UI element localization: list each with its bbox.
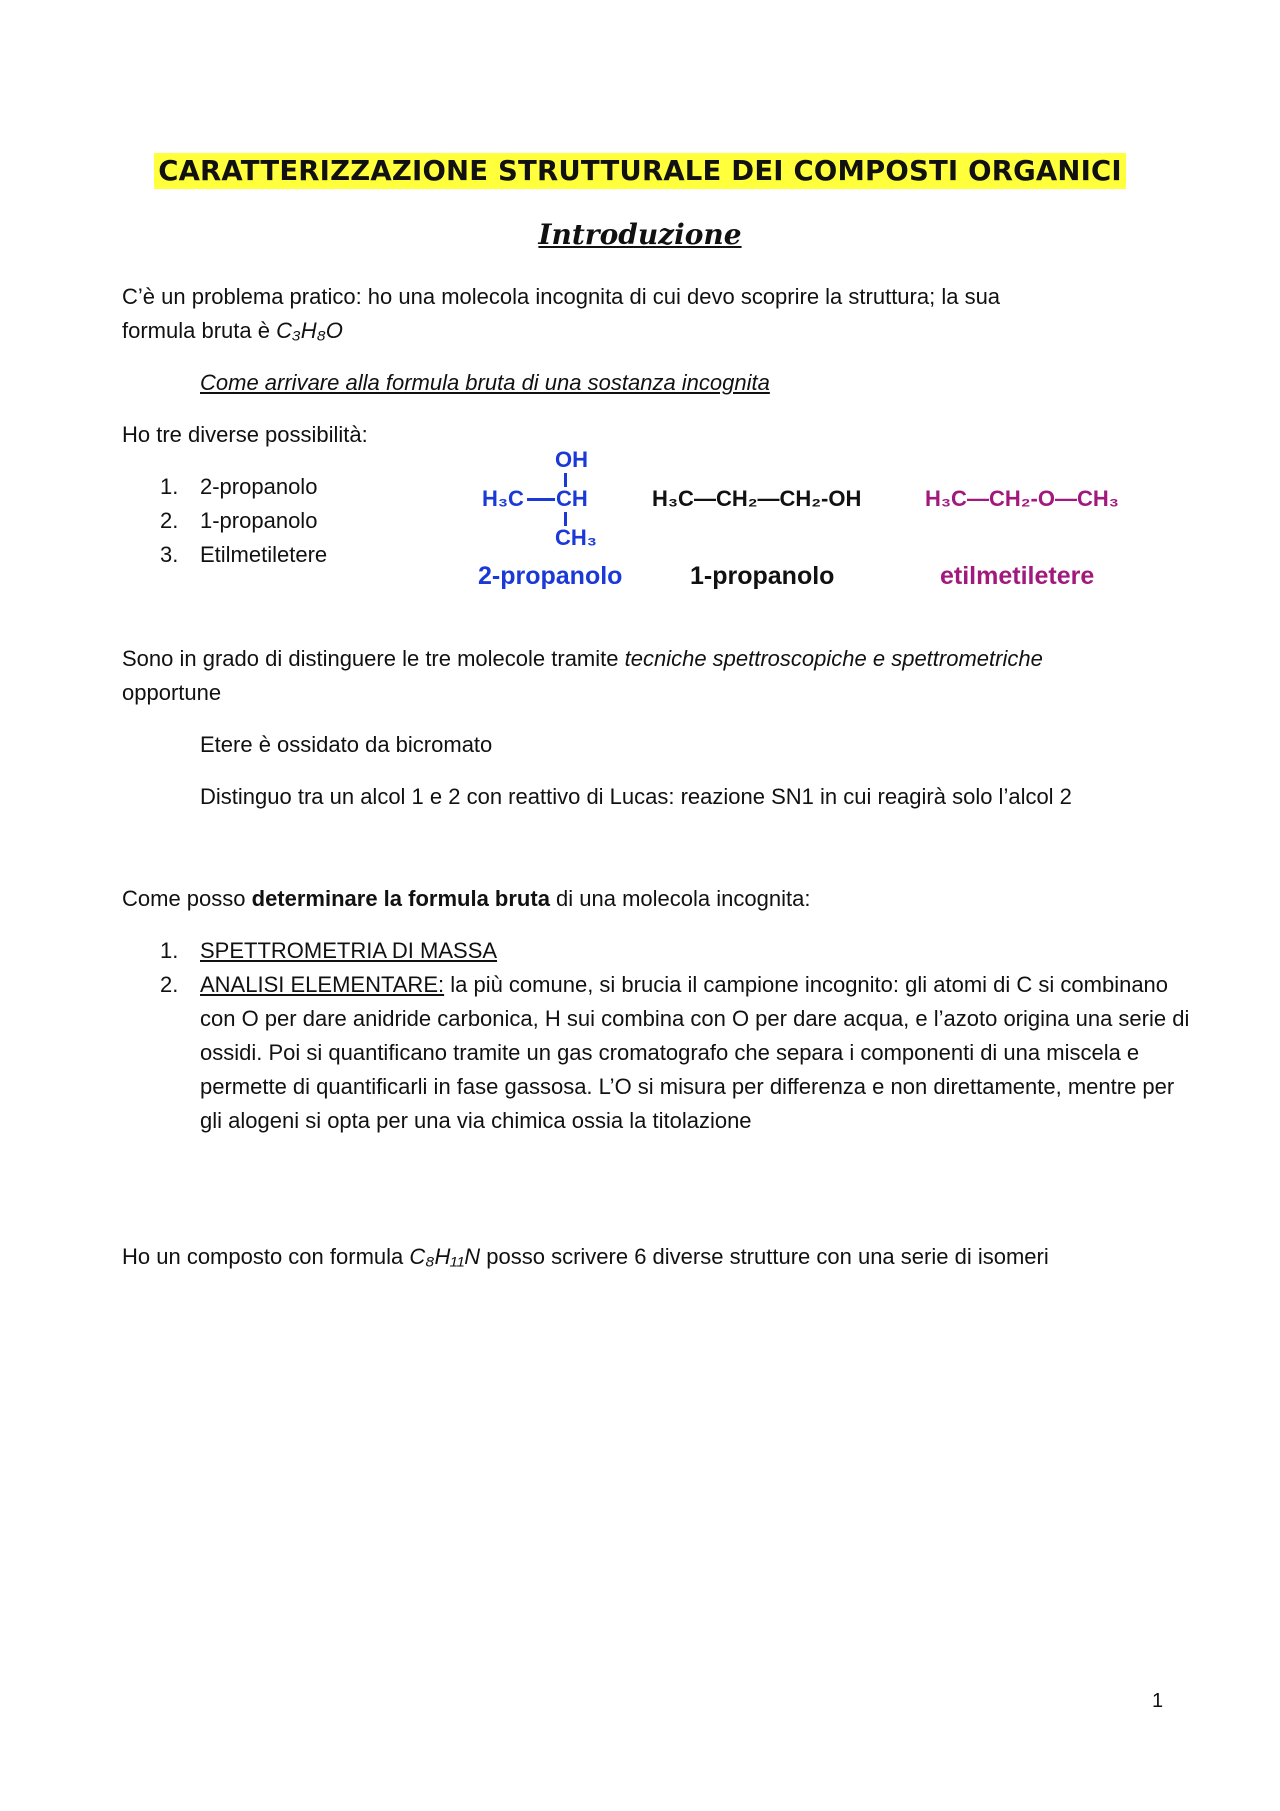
- intro-line-2-prefix: formula bruta è: [122, 318, 277, 343]
- section-heading: Come arrivare alla formula bruta di una sostanza incognita: [200, 370, 770, 395]
- list-text: [200, 968, 1200, 1138]
- list-title: SPETTROMETRIA DI MASSA: [200, 938, 498, 963]
- list-number: 1.: [160, 474, 179, 499]
- distinguish-line-1: [122, 642, 1043, 676]
- title-container: [0, 153, 1280, 189]
- mol2-label: 1-propanolo: [690, 562, 835, 590]
- list-number: 1.: [160, 938, 179, 963]
- possibilities-intro: Ho tre diverse possibilità:: [122, 422, 368, 447]
- distinguish-italic: tecniche spettroscopiche e spettrometriche: [624, 646, 1043, 671]
- determine-intro: [122, 882, 810, 916]
- determine-list: [160, 934, 1200, 1138]
- mol1-oh: OH: [555, 447, 588, 472]
- distinguish-line-2: opportune: [122, 680, 222, 705]
- intro-formula: C₃H₈O: [276, 318, 343, 343]
- section-subtitle: Introduzione: [538, 218, 742, 251]
- mol1-ch3: CH₃: [555, 525, 597, 550]
- determine-prefix: Come posso: [122, 886, 252, 911]
- list-text: Etilmetiletere: [200, 542, 328, 567]
- note-ether: Etere è ossidato da bicromato: [200, 732, 493, 757]
- mol1-bond-bottom: [564, 512, 567, 526]
- list-item: [160, 504, 327, 538]
- closing-suffix: posso scrivere 6 diverse strutture con una serie di isomeri: [480, 1244, 1049, 1269]
- intro-line-2: [122, 314, 343, 348]
- mol1-bond-left: [527, 498, 555, 501]
- distinguish-prefix: Sono in grado di distinguere le tre molecole tramite: [122, 646, 625, 671]
- list-item: [160, 968, 1200, 1138]
- closing-line: [122, 1240, 1049, 1274]
- list-item: [160, 470, 327, 504]
- list-item: [160, 934, 1200, 968]
- mol1-h3c: H₃C: [482, 486, 524, 511]
- determine-suffix: di una molecola incognita:: [549, 886, 811, 911]
- page-title: CARATTERIZZAZIONE STRUTTURALE DEI COMPOSTI ORGANICI: [154, 153, 1126, 189]
- list-number: 2.: [160, 972, 179, 997]
- list-number: 3.: [160, 542, 179, 567]
- determine-bold: determinare la formula bruta: [251, 886, 550, 911]
- list-title: ANALISI ELEMENTARE:: [200, 972, 445, 997]
- list-text: 2-propanolo: [200, 474, 318, 499]
- list-body: la più comune, si brucia il campione incognito: gli atomi di C si combinano con O per dare anidride carbonica, H sui combina con O per dare acqua, e l’azoto origina una serie di ossidi. Poi si quantificano tramite un gas cromatografo che separa i componenti di una miscela e permette di quantificarli in fase gassosa. L’O si misura per differenza e non direttamente, mentre per gli alogeni si opta per una via chimica ossia la titolazione: [200, 972, 1190, 1133]
- mol3-label: etilmetiletere: [940, 562, 1095, 590]
- mol1-ch: CH: [556, 486, 588, 511]
- closing-prefix: Ho un composto con formula: [122, 1244, 410, 1269]
- possibilities-list: [160, 470, 327, 572]
- mol3-formula: H₃C—CH₂-O—CH₃: [925, 486, 1119, 511]
- page-number: 1: [1152, 1690, 1164, 1712]
- closing-formula: C₈H₁₁N: [409, 1244, 481, 1269]
- intro-line-1: C’è un problema pratico: ho una molecola incognita di cui devo scoprire la struttura; la sua: [122, 284, 1001, 309]
- list-text: 1-propanolo: [200, 508, 318, 533]
- mol1-label: 2-propanolo: [478, 562, 623, 590]
- mol2-formula: H₃C—CH₂—CH₂-OH: [652, 486, 862, 511]
- molecule-figure: [470, 442, 1150, 602]
- list-text: [200, 934, 1160, 968]
- list-item: [160, 538, 327, 572]
- mol1-bond-top: [564, 473, 567, 487]
- note-lucas: Distinguo tra un alcol 1 e 2 con reattivo di Lucas: reazione SN1 in cui reagirà solo l’alcol 2: [200, 784, 1072, 809]
- list-number: 2.: [160, 508, 179, 533]
